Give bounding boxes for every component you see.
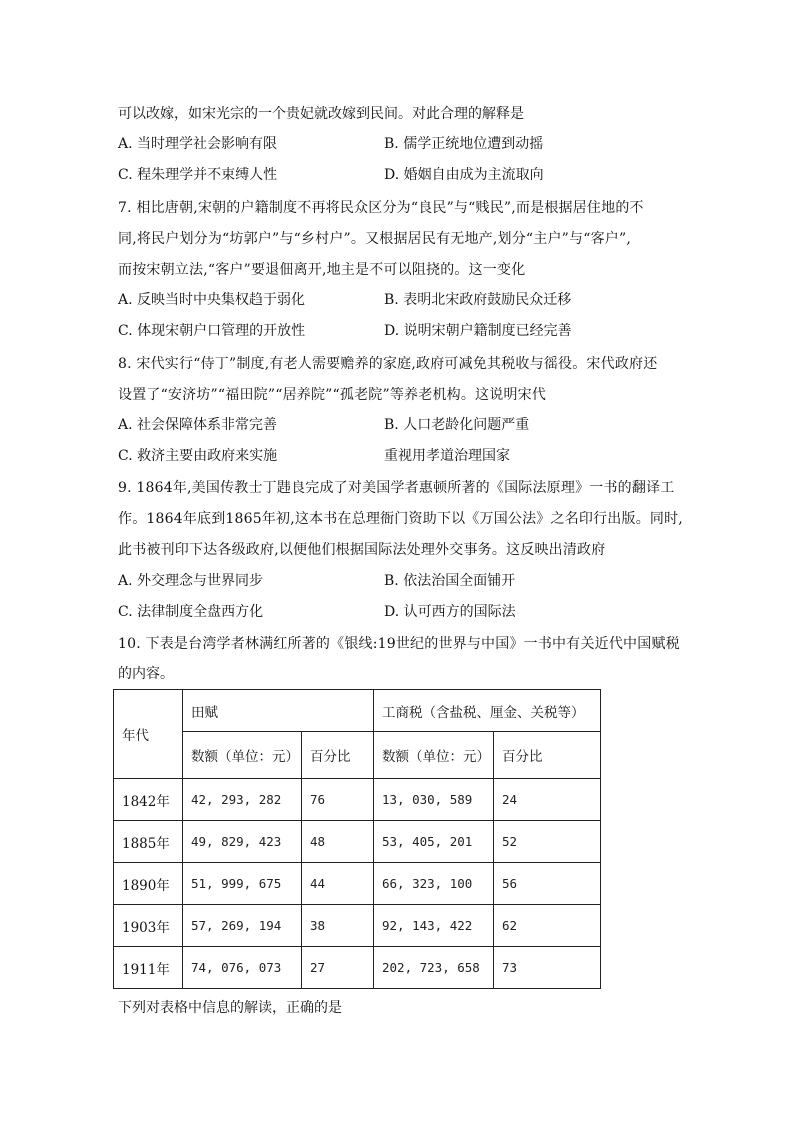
cell-commerce-amount: 53, 405, 201 (374, 821, 494, 863)
header-year: 年代 (114, 690, 183, 779)
cell-land-percent: 48 (302, 821, 374, 863)
q7-stem-line-2: 同,将民户划分为“坊郭户”与“乡村户”。又根据居民有无地产,划分“主户”与“客户”, (118, 231, 632, 247)
cell-year: 1890年 (114, 863, 183, 905)
table-row (114, 947, 601, 989)
cell-year: 1903年 (114, 905, 183, 947)
cell-year: 1911年 (114, 947, 183, 989)
option-letter: B. (384, 417, 399, 433)
option-letter: A. (118, 417, 133, 433)
cell-commerce-amount: 202, 723, 658 (374, 947, 494, 989)
option-letter: B. (384, 136, 399, 152)
q7-option-b[interactable] (384, 290, 571, 310)
cell-commerce-percent: 62 (494, 905, 601, 947)
q9-option-c[interactable] (118, 602, 263, 622)
cell-land-percent: 38 (302, 905, 374, 947)
q8-option-b[interactable] (384, 415, 529, 435)
option-text: 说明宋朝户籍制度已经完善 (403, 323, 572, 339)
cell-land-amount: 57, 269, 194 (183, 905, 302, 947)
cell-land-amount: 49, 829, 423 (183, 821, 302, 863)
q10-stem-line-1: 10. 下表是台湾学者林满红所著的《银线:19世纪的世界与中国》一书中有关近代中国赋税 (118, 636, 680, 652)
table-subheader-row (114, 732, 601, 779)
option-letter: A. (118, 292, 133, 308)
option-text: 救济主要由政府来实施 (137, 448, 278, 464)
cell-commerce-percent: 24 (494, 779, 601, 821)
q6-option-a[interactable] (118, 134, 277, 154)
option-text: 反映当时中央集权趋于弱化 (137, 292, 306, 308)
q6-stem-tail: 可以改嫁，如宋光宗的一个贵妃就改嫁到民间。对此合理的解释是 (118, 106, 524, 122)
q7-option-a[interactable] (118, 290, 305, 310)
cell-land-amount: 42, 293, 282 (183, 779, 302, 821)
q9-stem-line-3: 此书被刊印下达各级政府,以便他们根据国际法处理外交事务。这反映出清政府 (118, 542, 606, 558)
q6-option-b[interactable] (384, 134, 543, 154)
cell-year: 1885年 (114, 821, 183, 863)
option-text: 婚姻自由成为主流取向 (403, 167, 544, 183)
cell-commerce-amount: 66, 323, 100 (374, 863, 494, 905)
option-letter: B. (384, 573, 399, 589)
option-text: 外交理念与世界同步 (137, 573, 264, 589)
option-letter: D. (384, 167, 400, 183)
subheader-land-percent: 百分比 (302, 732, 374, 779)
table-header-row (114, 690, 601, 732)
header-commerce-tax: 工商税（含盐税、厘金、关税等） (374, 690, 601, 732)
option-letter: C. (118, 448, 133, 464)
table-row (114, 779, 601, 821)
q9-stem-line-1: 9. 1864年,美国传教士丁韪良完成了对美国学者惠顿所著的《国际法原理》一书的翻译工 (118, 480, 675, 496)
cell-commerce-percent: 56 (494, 863, 601, 905)
q7-option-c[interactable] (118, 321, 305, 341)
option-letter: D. (384, 323, 400, 339)
q8-stem-line-2: 设置了“安济坊”“福田院”“居养院”“孤老院”等养老机构。这说明宋代 (118, 387, 547, 403)
tax-table (113, 689, 601, 989)
q8-stem-line-1: 8. 宋代实行“侍丁”制度,有老人需要赡养的家庭,政府可减免其税收与徭役。宋代政府还 (118, 356, 658, 372)
cell-commerce-percent: 73 (494, 947, 601, 989)
q9-stem-line-2: 作。1864年底到1865年初,这本书在总理衙门资助下以《万国公法》之名印行出版。同时, (118, 511, 683, 527)
q7-stem-line-3: 而按宋朝立法,“客户”要退佃离开,地主是不可以阻挠的。这一变化 (118, 262, 526, 278)
option-text: 儒学正统地位遭到动摇 (403, 136, 544, 152)
option-letter: A. (118, 573, 133, 589)
q6-option-d[interactable] (384, 165, 544, 185)
option-text: 当时理学社会影响有限 (137, 136, 278, 152)
option-letter: B. (384, 292, 399, 308)
option-text: 社会保障体系非常完善 (137, 417, 278, 433)
option-text: 法律制度全盘西方化 (137, 604, 264, 620)
cell-commerce-amount: 13, 030, 589 (374, 779, 494, 821)
option-letter: D. (384, 604, 400, 620)
q7-option-d[interactable] (384, 321, 572, 341)
option-letter: C. (118, 323, 133, 339)
option-text: 重视用孝道治理国家 (384, 448, 510, 464)
option-text: 人口老龄化问题严重 (403, 417, 530, 433)
q10-stem-line-2: 的内容。 (118, 666, 174, 682)
cell-commerce-percent: 52 (494, 821, 601, 863)
cell-land-percent: 44 (302, 863, 374, 905)
cell-land-amount: 74, 076, 073 (183, 947, 302, 989)
option-letter: C. (118, 604, 133, 620)
subheader-land-amount: 数额（单位：元） (183, 732, 302, 779)
q8-option-c[interactable] (118, 446, 277, 466)
q9-option-b[interactable] (384, 571, 515, 591)
cell-land-percent: 76 (302, 779, 374, 821)
option-letter: A. (118, 136, 133, 152)
q9-option-a[interactable] (118, 571, 263, 591)
q8-option-a[interactable] (118, 415, 277, 435)
cell-land-percent: 27 (302, 947, 374, 989)
q10-question-line: 下列对表格中信息的解读，正确的是 (118, 1000, 342, 1016)
subheader-commerce-percent: 百分比 (494, 732, 601, 779)
q8-option-d[interactable] (384, 446, 510, 466)
table-row (114, 821, 601, 863)
q9-option-d[interactable] (384, 602, 516, 622)
q6-option-c[interactable] (118, 165, 277, 185)
option-text: 表明北宋政府鼓励民众迁移 (403, 292, 572, 308)
option-letter: C. (118, 167, 133, 183)
table-row (114, 905, 601, 947)
cell-land-amount: 51, 999, 675 (183, 863, 302, 905)
cell-year: 1842年 (114, 779, 183, 821)
option-text: 认可西方的国际法 (403, 604, 516, 620)
option-text: 程朱理学并不束缚人性 (137, 167, 278, 183)
table-row (114, 863, 601, 905)
subheader-commerce-amount: 数额（单位：元） (374, 732, 494, 779)
option-text: 依法治国全面铺开 (403, 573, 516, 589)
header-land-tax: 田赋 (183, 690, 374, 732)
q7-stem-line-1: 7. 相比唐朝,宋朝的户籍制度不再将民众区分为“良民”与“贱民”,而是根据居住地的不 (118, 200, 644, 216)
cell-commerce-amount: 92, 143, 422 (374, 905, 494, 947)
option-text: 体现宋朝户口管理的开放性 (137, 323, 306, 339)
